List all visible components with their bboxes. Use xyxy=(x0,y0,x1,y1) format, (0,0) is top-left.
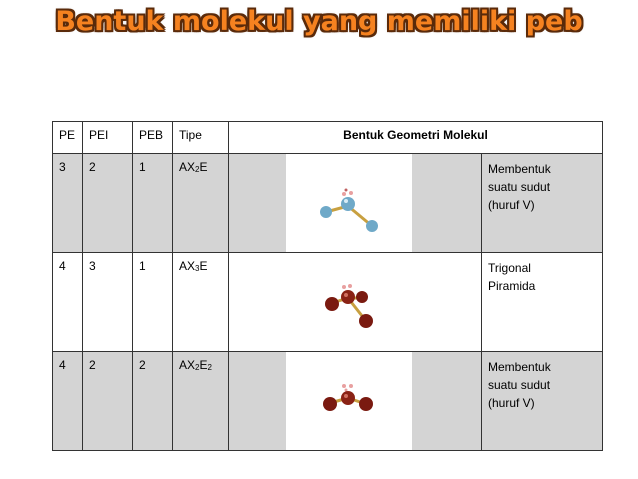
type-subscript: 2 xyxy=(207,363,212,372)
cell-type xyxy=(173,154,229,253)
description-line: (huruf V) xyxy=(488,198,535,212)
slide-title: Bentuk molekul yang memiliki peb xyxy=(55,6,583,37)
table-row xyxy=(53,352,603,451)
type-base: AX xyxy=(179,358,196,372)
molecule-image-cell xyxy=(286,253,412,352)
geometry-spacer xyxy=(412,352,482,451)
header-pe: PE xyxy=(53,122,83,154)
cell-pei: 3 xyxy=(83,253,133,352)
table-header-row xyxy=(53,122,603,154)
molecule-image-cell xyxy=(286,154,412,253)
cell-pei: 2 xyxy=(83,352,133,451)
type-base: AX xyxy=(179,259,196,273)
description-line: Membentuk xyxy=(488,360,551,374)
cell-peb: 1 xyxy=(133,154,173,253)
type-tail: E xyxy=(199,259,208,273)
type-subscript: 3 xyxy=(195,264,200,273)
description-line: Membentuk xyxy=(488,162,551,176)
cell-pe: 4 xyxy=(53,352,83,451)
header-pei: PEI xyxy=(83,122,133,154)
cell-pe: 4 xyxy=(53,253,83,352)
cell-peb: 1 xyxy=(133,253,173,352)
type-base: AX xyxy=(179,160,196,174)
geometry-spacer xyxy=(229,352,286,451)
cell-description xyxy=(482,352,603,451)
type-tail: E xyxy=(199,358,208,372)
geometry-spacer xyxy=(412,253,482,352)
cell-peb: 2 xyxy=(133,352,173,451)
bent-molecule-model-icon xyxy=(286,154,412,252)
geometry-spacer xyxy=(229,154,286,253)
description-line: Trigonal xyxy=(488,261,531,275)
cell-type xyxy=(173,253,229,352)
header-geometry: Bentuk Geometri Molekul xyxy=(229,122,603,154)
type-subscript: 2 xyxy=(195,165,200,174)
cell-description xyxy=(482,253,603,352)
type-tail: E xyxy=(199,160,208,174)
header-tipe: Tipe xyxy=(173,122,229,154)
description-line: suatu sudut xyxy=(488,378,551,392)
geometry-spacer xyxy=(229,253,286,352)
bent-molecule-model-icon xyxy=(286,352,412,450)
description-line: (huruf V) xyxy=(488,396,535,410)
molecule-geometry-table xyxy=(52,121,603,451)
type-subscript: 2 xyxy=(195,363,200,372)
cell-type xyxy=(173,352,229,451)
molecule-image-cell xyxy=(286,352,412,451)
description-line: Piramida xyxy=(488,279,536,293)
description-line: suatu sudut xyxy=(488,180,551,194)
cell-description xyxy=(482,154,603,253)
table-row xyxy=(53,253,603,352)
table-row xyxy=(53,154,603,253)
header-peb: PEB xyxy=(133,122,173,154)
cell-pe: 3 xyxy=(53,154,83,253)
cell-pei: 2 xyxy=(83,154,133,253)
trigonal-pyramidal-molecule-model-icon xyxy=(286,253,412,351)
geometry-spacer xyxy=(412,154,482,253)
